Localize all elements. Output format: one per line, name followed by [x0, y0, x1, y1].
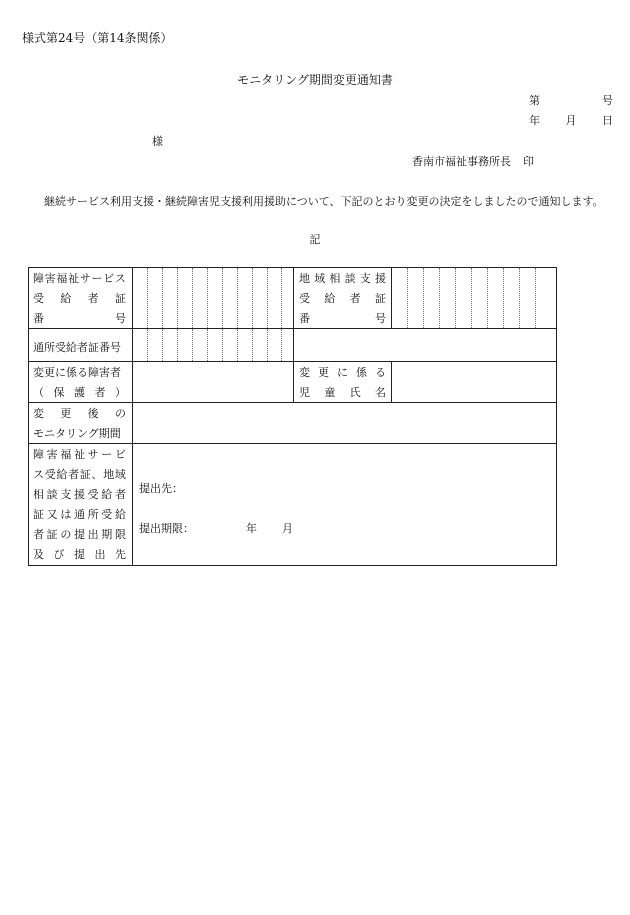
digit-separator	[177, 329, 178, 361]
form-number: 様式第24号（第14条関係）	[22, 31, 173, 45]
table-border-right	[556, 267, 557, 566]
table-border-bottom	[28, 565, 557, 566]
deadline-label: 提出期限：	[139, 522, 194, 535]
digit-separator	[177, 268, 178, 328]
date-month: 月	[565, 114, 577, 127]
consult-cert-label	[299, 269, 386, 329]
child-name-label	[299, 363, 386, 403]
digit-separator	[281, 268, 282, 328]
label-line: 番 号	[33, 312, 126, 325]
label-line: 地 域 相 談 支 援	[299, 272, 386, 285]
digit-separator	[267, 329, 268, 361]
digit-separator	[423, 268, 424, 328]
digit-separator	[192, 329, 193, 361]
digit-separator	[439, 268, 440, 328]
digit-separator	[455, 268, 456, 328]
number-suffix: 号	[602, 94, 613, 107]
disability-cert-label	[33, 269, 126, 329]
notice-table	[28, 267, 557, 566]
ki-heading: 記	[309, 233, 321, 246]
label-line: 受 給 者 証	[299, 292, 386, 305]
label-line: 証 又 は 通 所 受 給	[33, 508, 126, 521]
digit-separator	[471, 268, 472, 328]
digit-separator	[407, 268, 408, 328]
table-line	[293, 267, 294, 361]
label-line: 番 号	[299, 312, 386, 325]
deadline-month: 月	[282, 522, 293, 535]
digit-separator	[147, 329, 148, 361]
label-line: 及 び 提 出 先	[33, 548, 126, 561]
digit-separator	[162, 329, 163, 361]
table-line	[391, 267, 392, 328]
digit-separator	[535, 268, 536, 328]
digit-separator	[237, 329, 238, 361]
table-line	[293, 361, 294, 402]
digit-separator	[192, 268, 193, 328]
label-line: 変 更 後 の	[33, 407, 126, 420]
date-year: 年	[529, 114, 540, 127]
digit-separator	[237, 268, 238, 328]
digit-separator	[222, 268, 223, 328]
recipient-suffix: 様	[152, 135, 163, 148]
table-border-left	[28, 267, 29, 566]
document-title: モニタリング期間変更通知書	[237, 73, 393, 87]
label-line: 児 童 氏 名	[299, 386, 386, 399]
disabled-person-label	[33, 363, 126, 403]
issuer-name: 香南市福祉事務所長	[412, 155, 511, 168]
label-line: モニタリング期間	[33, 427, 121, 440]
digit-separator	[281, 329, 282, 361]
new-period-label	[33, 404, 126, 444]
label-line: ス 受 給 者 証 、 地 域	[33, 468, 126, 481]
label-line: （ 保 護 者 ）	[33, 386, 126, 399]
submit-to-label: 提出先：	[139, 482, 183, 495]
label-line: 受 給 者 証	[33, 292, 126, 305]
notice-body-text: 継続サービス利用支援・継続障害児支援利用援助について、下記のとおり変更の決定をしましたので通知します。	[44, 195, 604, 208]
label-line: 者 証 の 提 出 期 限	[33, 528, 126, 541]
label-line: 障 害 福 祉 サ ー ビ	[33, 448, 126, 461]
digit-separator	[162, 268, 163, 328]
digit-separator	[207, 329, 208, 361]
digit-separator	[252, 329, 253, 361]
label-line: 変更に係る障害者	[33, 366, 121, 379]
label-line: 障 害 福 祉 サ ー ビ ス	[33, 272, 126, 285]
submission-label	[33, 445, 126, 565]
label-line: 変 更 に 係 る	[299, 366, 386, 379]
document-date-line	[529, 112, 613, 128]
digit-separator	[252, 268, 253, 328]
date-day: 日	[602, 114, 613, 127]
table-line	[132, 267, 133, 566]
deadline-year: 年	[246, 522, 257, 535]
issuer-line	[412, 153, 534, 169]
digit-separator	[503, 268, 504, 328]
number-prefix: 第	[529, 94, 540, 107]
digit-separator	[487, 268, 488, 328]
digit-separator	[519, 268, 520, 328]
digit-separator	[267, 268, 268, 328]
digit-separator	[207, 268, 208, 328]
seal-mark: 印	[523, 155, 534, 168]
digit-separator	[222, 329, 223, 361]
document-number-line	[529, 92, 613, 108]
digit-separator	[147, 268, 148, 328]
day-service-cert-label: 通所受給者証番号	[33, 341, 121, 354]
table-line	[391, 361, 392, 402]
label-line: 相 談 支 援 受 給 者	[33, 488, 126, 501]
